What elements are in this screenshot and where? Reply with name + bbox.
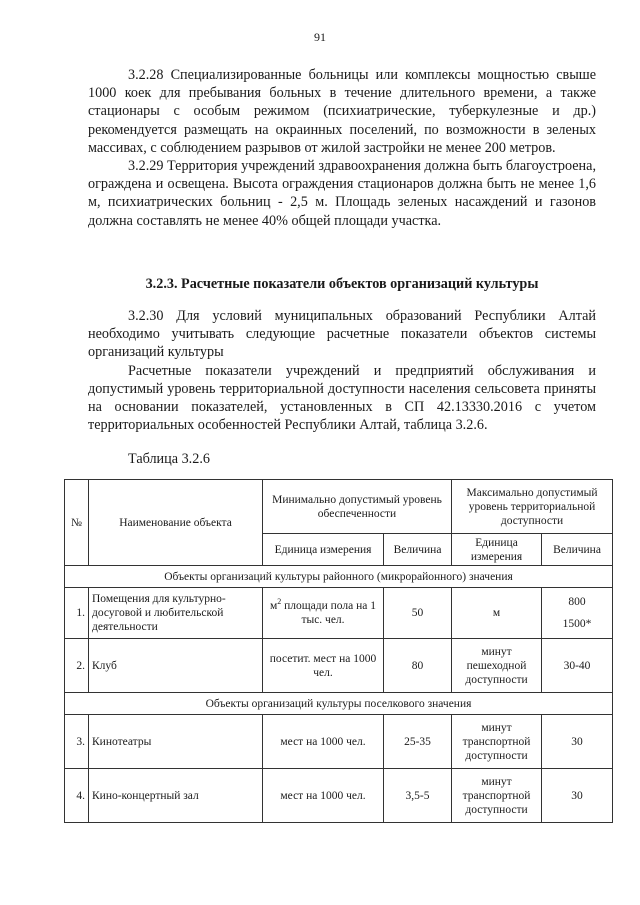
row-number: 1. <box>65 588 89 639</box>
row-value-access: 30 <box>542 715 613 769</box>
paragraph-3-2-28: 3.2.28 Специализированные больницы или комплексы мощностью свыше 1000 коек для пребывания больных в течение длительного времени, а также стационары с особым режимом (психиатрические, туберкулезные и др.) рекомендуется размещать на окраинных поселений, по возможности в зеленых массивах, с соблюдением разрывов от жилой застройки не менее 200 метров. <box>88 67 596 156</box>
row-object-name: Помещения для культурно-досуговой и любительской деятельности <box>89 588 263 639</box>
unit-prefix: м <box>270 600 278 612</box>
paragraph-3-2-29: 3.2.29 Территория учреждений здравоохранения должна быть благоустроена, ограждена и освещена. Высота ограждения стационаров должна быть не менее 1,6 м, психиатрических больниц - 2,5 м. Площадь зеленых насаждений и газонов должна составлять не менее 40% общей площади участка. <box>88 158 596 229</box>
table-row <box>65 588 613 639</box>
subheader-value-access: Величина <box>542 534 613 566</box>
row-unit-access: минут транспортной доступности <box>452 769 542 823</box>
header-object-name: Наименование объекта <box>89 480 263 566</box>
table-header-row <box>65 480 613 534</box>
value-access-primary: 800 <box>568 596 586 608</box>
row-value-access: 30 <box>542 769 613 823</box>
paragraph-3-2-30: 3.2.30 Для условий муниципальных образований Республики Алтай необходимо учитывать следующие расчетные показатели объектов системы организаций культуры <box>88 308 596 361</box>
row-unit <box>263 588 384 639</box>
row-value-access: 30-40 <box>542 639 613 693</box>
row-unit: посетит. мест на 1000 чел. <box>263 639 384 693</box>
paragraph-calc-indicators: Расчетные показатели учреждений и предприятий обслуживания и допустимый уровень территориальной доступности населения сельсовета приняты на основании показателей, установленных в СП 42.13330.2016 с учетом территориальных особенностей Республики Алтай, таблица 3.2.6. <box>88 362 596 434</box>
subheader-unit-access: Единица измерения <box>452 534 542 566</box>
row-unit-access: минут пешеходной доступности <box>452 639 542 693</box>
row-value-access <box>542 588 613 639</box>
row-value: 25-35 <box>384 715 452 769</box>
group-row-district <box>65 566 613 588</box>
section-heading: 3.2.3. Расчетные показатели объектов организаций культуры <box>145 276 539 292</box>
row-number: 3. <box>65 715 89 769</box>
subheader-value: Величина <box>384 534 452 566</box>
group-district-label: Объекты организаций культуры районного (микрорайонного) значения <box>65 566 613 588</box>
row-value: 80 <box>384 639 452 693</box>
group-row-settlement <box>65 693 613 715</box>
header-number: № <box>65 480 89 566</box>
table-row <box>65 769 613 823</box>
page-number: 91 <box>314 30 326 44</box>
table-caption: Таблица 3.2.6 <box>128 451 210 467</box>
row-number: 4. <box>65 769 89 823</box>
table-row <box>65 639 613 693</box>
body-text-mid <box>88 307 596 434</box>
row-unit: мест на 1000 чел. <box>263 769 384 823</box>
row-object-name: Кинотеатры <box>89 715 263 769</box>
unit-suffix: площади пола на 1 тыс. чел. <box>281 600 376 626</box>
header-max-access: Максимально допустимый уровень территориальной доступности <box>452 480 613 534</box>
row-number: 2. <box>65 639 89 693</box>
row-unit: мест на 1000 чел. <box>263 715 384 769</box>
culture-indicators-table <box>64 479 613 823</box>
row-unit-access: м <box>452 588 542 639</box>
value-access-secondary: 1500* <box>562 618 592 630</box>
header-min-level: Минимально допустимый уровень обеспеченности <box>263 480 452 534</box>
body-text-top <box>88 66 596 230</box>
row-value: 50 <box>384 588 452 639</box>
unit-superscript: 2 <box>277 597 282 607</box>
row-object-name: Кино-концертный зал <box>89 769 263 823</box>
group-settlement-label: Объекты организаций культуры поселкового значения <box>65 693 613 715</box>
table-row <box>65 715 613 769</box>
subheader-unit: Единица измерения <box>263 534 384 566</box>
row-value: 3,5-5 <box>384 769 452 823</box>
row-object-name: Клуб <box>89 639 263 693</box>
row-unit-access: минут транспортной доступности <box>452 715 542 769</box>
